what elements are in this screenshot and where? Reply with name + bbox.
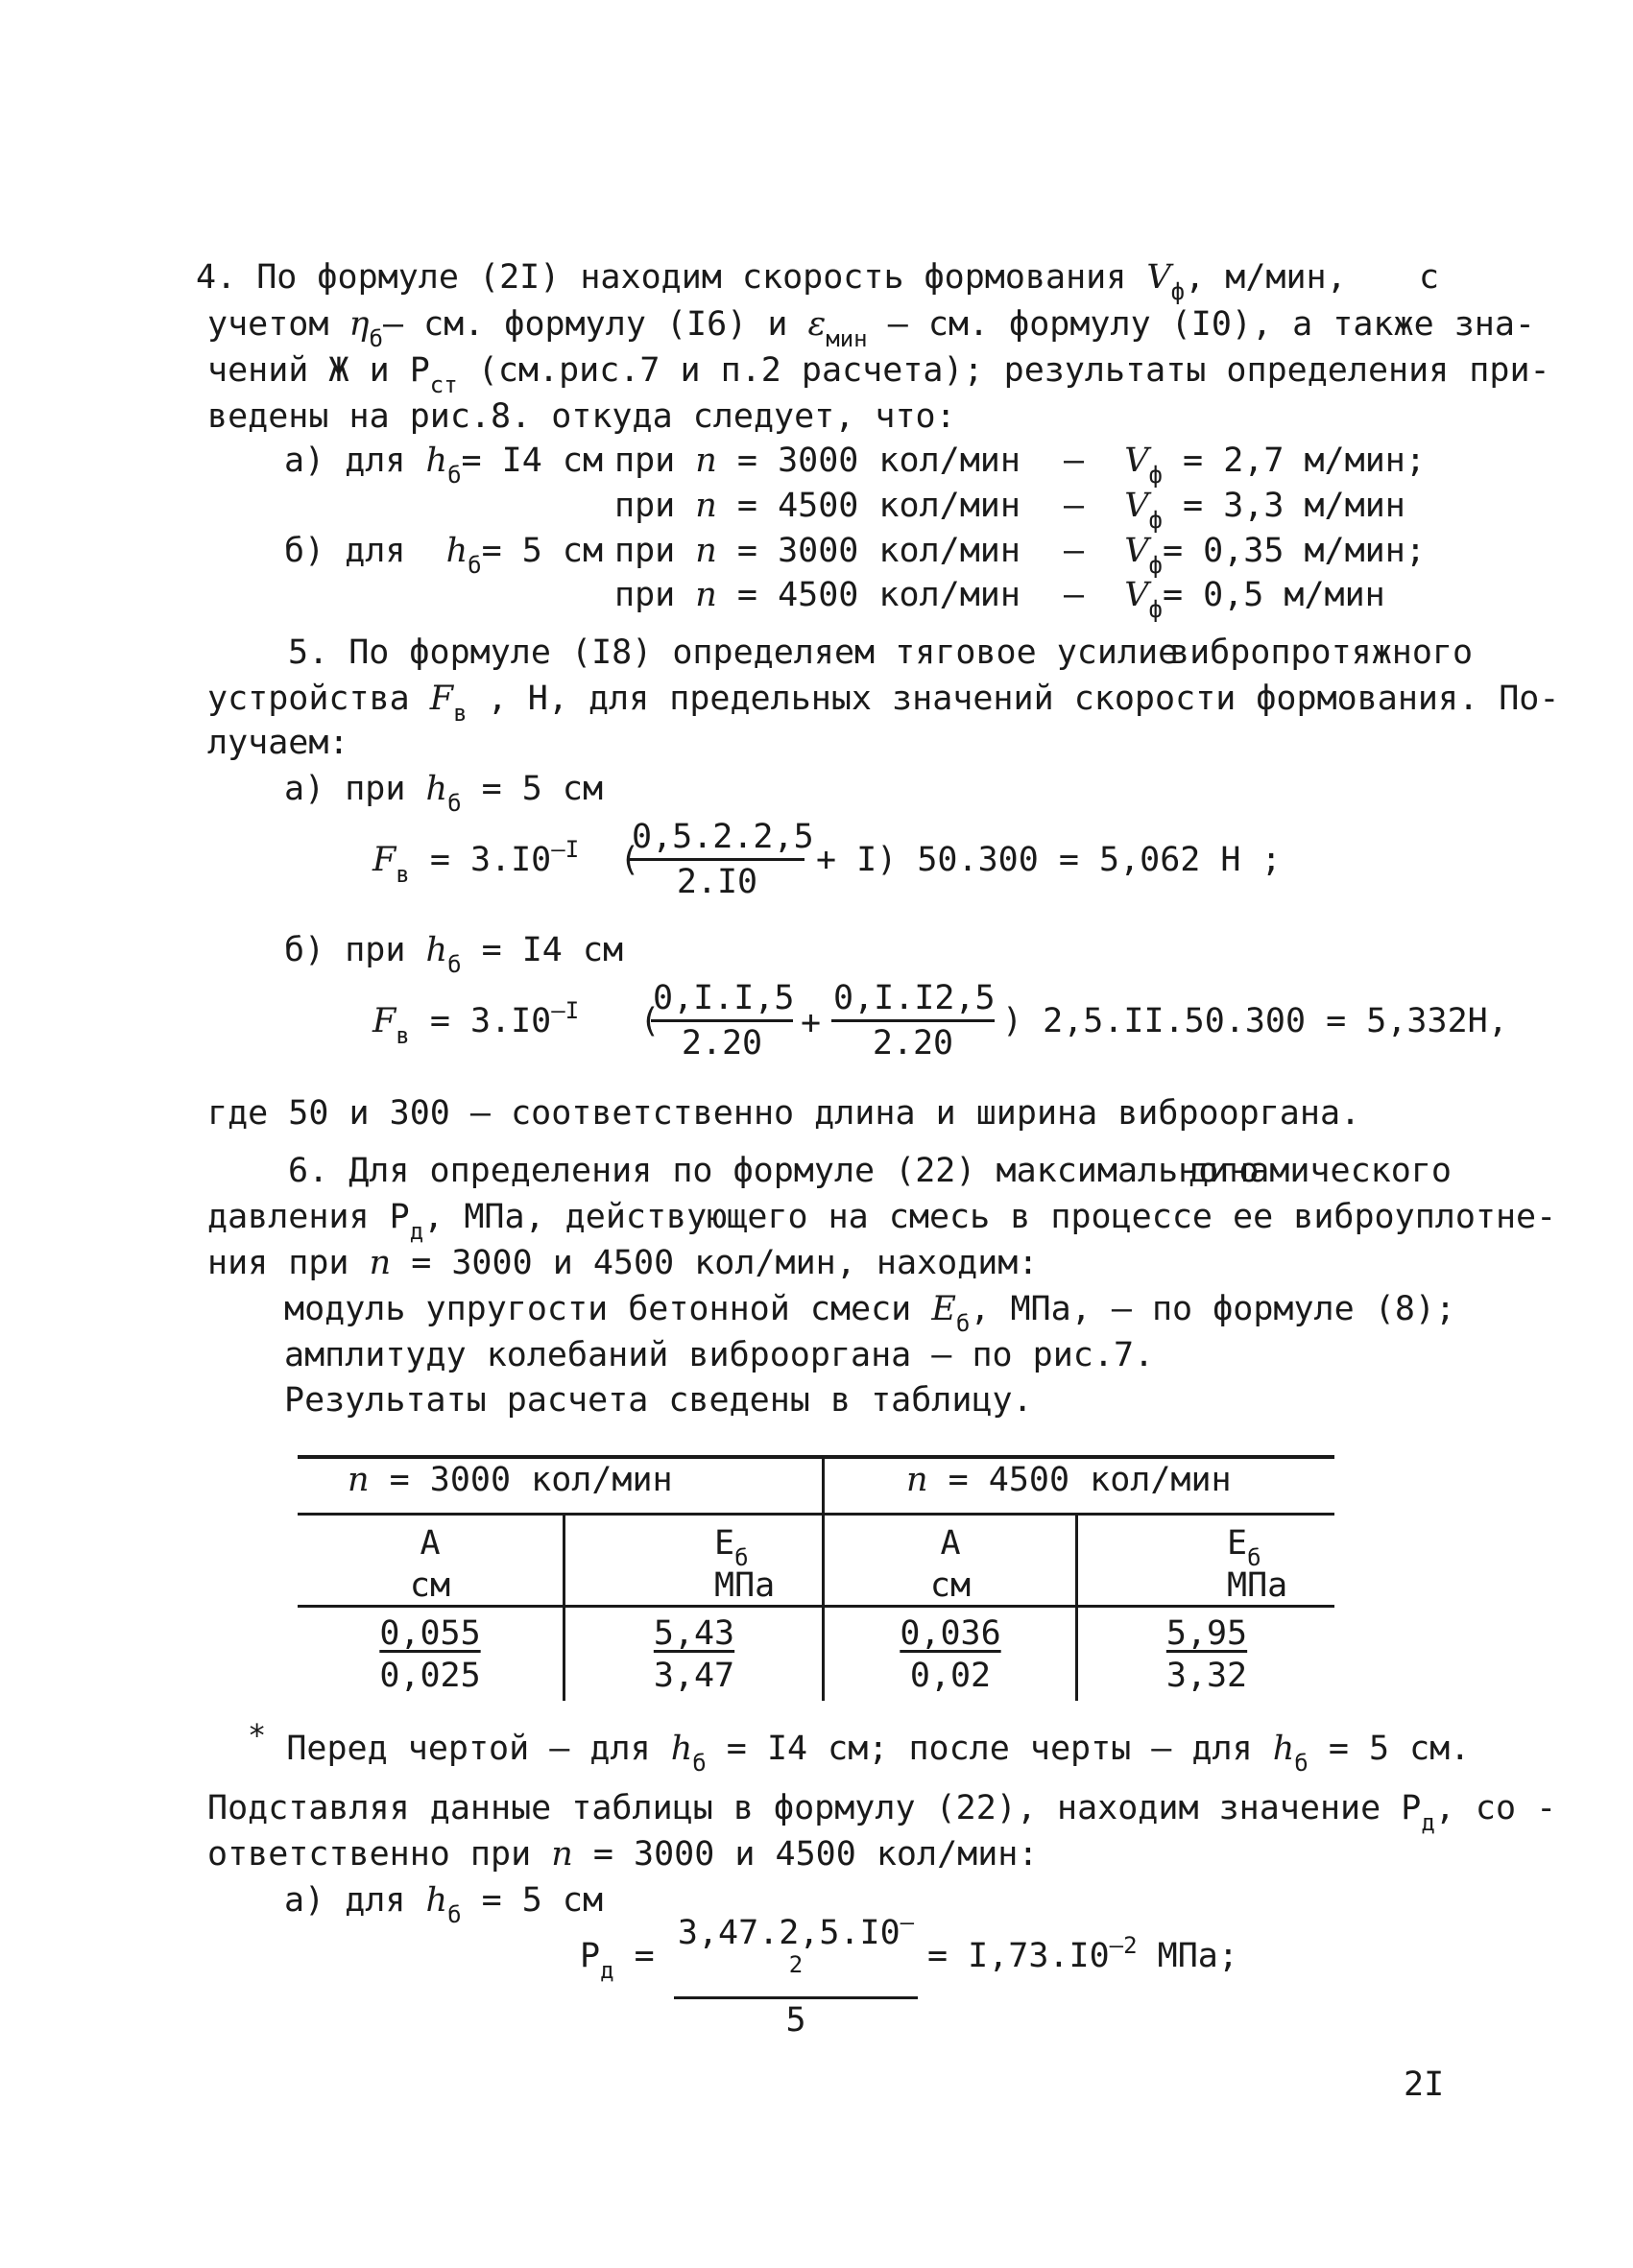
eq2-plus: + (801, 1004, 822, 1042)
table-footnote: * Перед чертой – для $h_б = I4$ см; после черты – для $h_б = 5$ см. (248, 1717, 1471, 1777)
table-cell: 0,055 (379, 1614, 481, 1653)
p5-line-2: устройства $F_в$ , Н, для предельных значений скорости формования. По- (207, 680, 1560, 727)
eq2-numerator-2: 0,I.I2,5 (831, 977, 995, 1022)
eq3-numerator: $3,47.2,5.I0^{-2}$ (674, 1912, 918, 1999)
result-b-label: б) для $h_б= 5$ см (284, 532, 604, 579)
eq2-numerator-1: 0,I.I,5 (651, 977, 793, 1022)
table-cell: 0,025 (379, 1657, 481, 1695)
table-group-1-header: n = 3000 кол/мин (348, 1461, 673, 1499)
p6-line-4: модуль упругости бетонной смеси $E_б$, МПа, – по формуле (8); (284, 1290, 1456, 1337)
result-row-1-v: – $V_ф = 2,7$ м/мин; (1064, 442, 1426, 489)
table-group-rule (298, 1513, 1334, 1516)
p4-line-1: 4. По формуле (2I) находим скорость формования $V_ф$, м/мин, (196, 258, 1347, 305)
p6-line-5: амплитуду колебаний виброоргана – по рис.7. (284, 1336, 1155, 1374)
eq2-rhs: ) 2,5.II.50.300 = 5,332Н, (1002, 1002, 1508, 1040)
p7-line-1: Подставляя данные таблицы в формулу (22), находим значение $Р_д$, со - (207, 1789, 1557, 1836)
eq1-lhs: $F_в = 3.I0^{-I}$ ( (372, 836, 640, 888)
col-header-e-2: $Е_б$ МПа (1227, 1524, 1288, 1605)
table-cell: 5,43 (653, 1614, 735, 1653)
table-cell: 0,02 (909, 1657, 992, 1695)
p5-case-a-label: а) при $h_б = 5$ см (284, 770, 604, 817)
result-row-3-n: при n = 3000 кол/мин (614, 532, 1021, 570)
table-cell: 3,47 (653, 1657, 735, 1695)
table-header-rule (298, 1605, 1334, 1608)
eq1-denominator: 2.I0 (676, 863, 758, 901)
table-group-divider (822, 1457, 825, 1701)
p6-line-3: ния при n = 3000 и 4500 кол/мин, находим: (207, 1244, 1039, 1282)
p7-case-a-label: а) для $h_б = 5$ см (284, 1881, 604, 1928)
result-row-2-v: – $V_ф = 3,3$ м/мин (1064, 487, 1405, 534)
eq3-rhs: = $I,73.I0^{-2}$ МПа; (927, 1932, 1238, 1975)
p5-line-1-end: вибропротяжного (1169, 633, 1474, 672)
p5-line-3: лучаем: (207, 724, 349, 762)
p4-line-4: ведены на рис.8. откуда следует, что: (207, 397, 956, 436)
col-header-a-2: A см (929, 1524, 972, 1605)
p6-line-1-end: динамического (1189, 1152, 1452, 1190)
eq2-denominator-1: 2.20 (681, 1024, 763, 1062)
result-row-1-n: при n = 3000 кол/мин (614, 442, 1021, 480)
eq2-lhs: $F_в = 3.I0^{-I}$ ( (372, 997, 660, 1049)
table-col-divider-2 (1075, 1515, 1078, 1701)
page-number: 2I (1404, 2065, 1445, 2104)
p5-case-b-label: б) при $h_б = I4$ см (284, 931, 624, 978)
p6-line-6: Результаты расчета сведены в таблицу. (284, 1381, 1033, 1420)
result-row-3-v: – $V_ф= 0,35$ м/мин; (1064, 532, 1426, 579)
eq2-fraction-1 (651, 977, 793, 1064)
table-group-2-header: n = 4500 кол/мин (906, 1461, 1232, 1499)
velocity-symbol: V (1146, 258, 1171, 297)
eq3-lhs: $Р_д$ = (580, 1937, 655, 1984)
table-cell: 5,95 (1165, 1614, 1248, 1653)
eq1-numerator: 0,5.2.2,5 (630, 816, 804, 861)
p4-line-2: учетом $\eta_б-$ см. формулу (I6) и $\varepsilon_{мин}$ – см. формулу (I0), а также зна- (207, 305, 1535, 352)
eq2-fraction-2 (831, 977, 995, 1064)
table-cell: 3,32 (1165, 1657, 1248, 1695)
p6-line-2: давления $Р_д$, МПа, действующего на смесь в процессе ее виброуплотне- (207, 1198, 1557, 1245)
table-cell: 0,036 (900, 1614, 1001, 1653)
footnote-star: * (248, 1717, 267, 1754)
col-header-e-1: $Е_б$ МПа (714, 1524, 776, 1605)
eq2-denominator-2: 2.20 (872, 1024, 954, 1062)
p5-where: где 50 и 300 – соответственно длина и ширина виброоргана. (207, 1094, 1361, 1133)
eq1-rhs: + I) 50.300 = 5,062 Н ; (816, 841, 1282, 879)
table-col-divider-1 (563, 1515, 565, 1701)
eq3-denominator: 5 (785, 2001, 806, 2040)
eq1-fraction (630, 816, 814, 903)
result-a-label: а) для $h_б= I4$ см (284, 442, 604, 489)
result-row-4-n: при n = 4500 кол/мин (614, 576, 1021, 614)
eq3-fraction (674, 1909, 918, 2041)
result-row-4-v: – $V_ф= 0,5$ м/мин (1064, 576, 1385, 623)
p7-line-2: ответственно при n = 3000 и 4500 кол/мин: (207, 1835, 1039, 1874)
p6-line-1: 6. Для определения по формуле (22) максимального (288, 1152, 1260, 1190)
result-row-2-n: при n = 4500 кол/мин (614, 487, 1021, 525)
col-header-a-1: A см (409, 1524, 451, 1605)
p4-line-1-end: с (1419, 258, 1440, 297)
p4-line-3: чений Ж и $Р_{ст}$ (см.рис.7 и п.2 расчета); результаты определения при- (207, 351, 1550, 398)
p5-line-1: 5. По формуле (I8) определяем тяговое усилие (288, 633, 1179, 672)
